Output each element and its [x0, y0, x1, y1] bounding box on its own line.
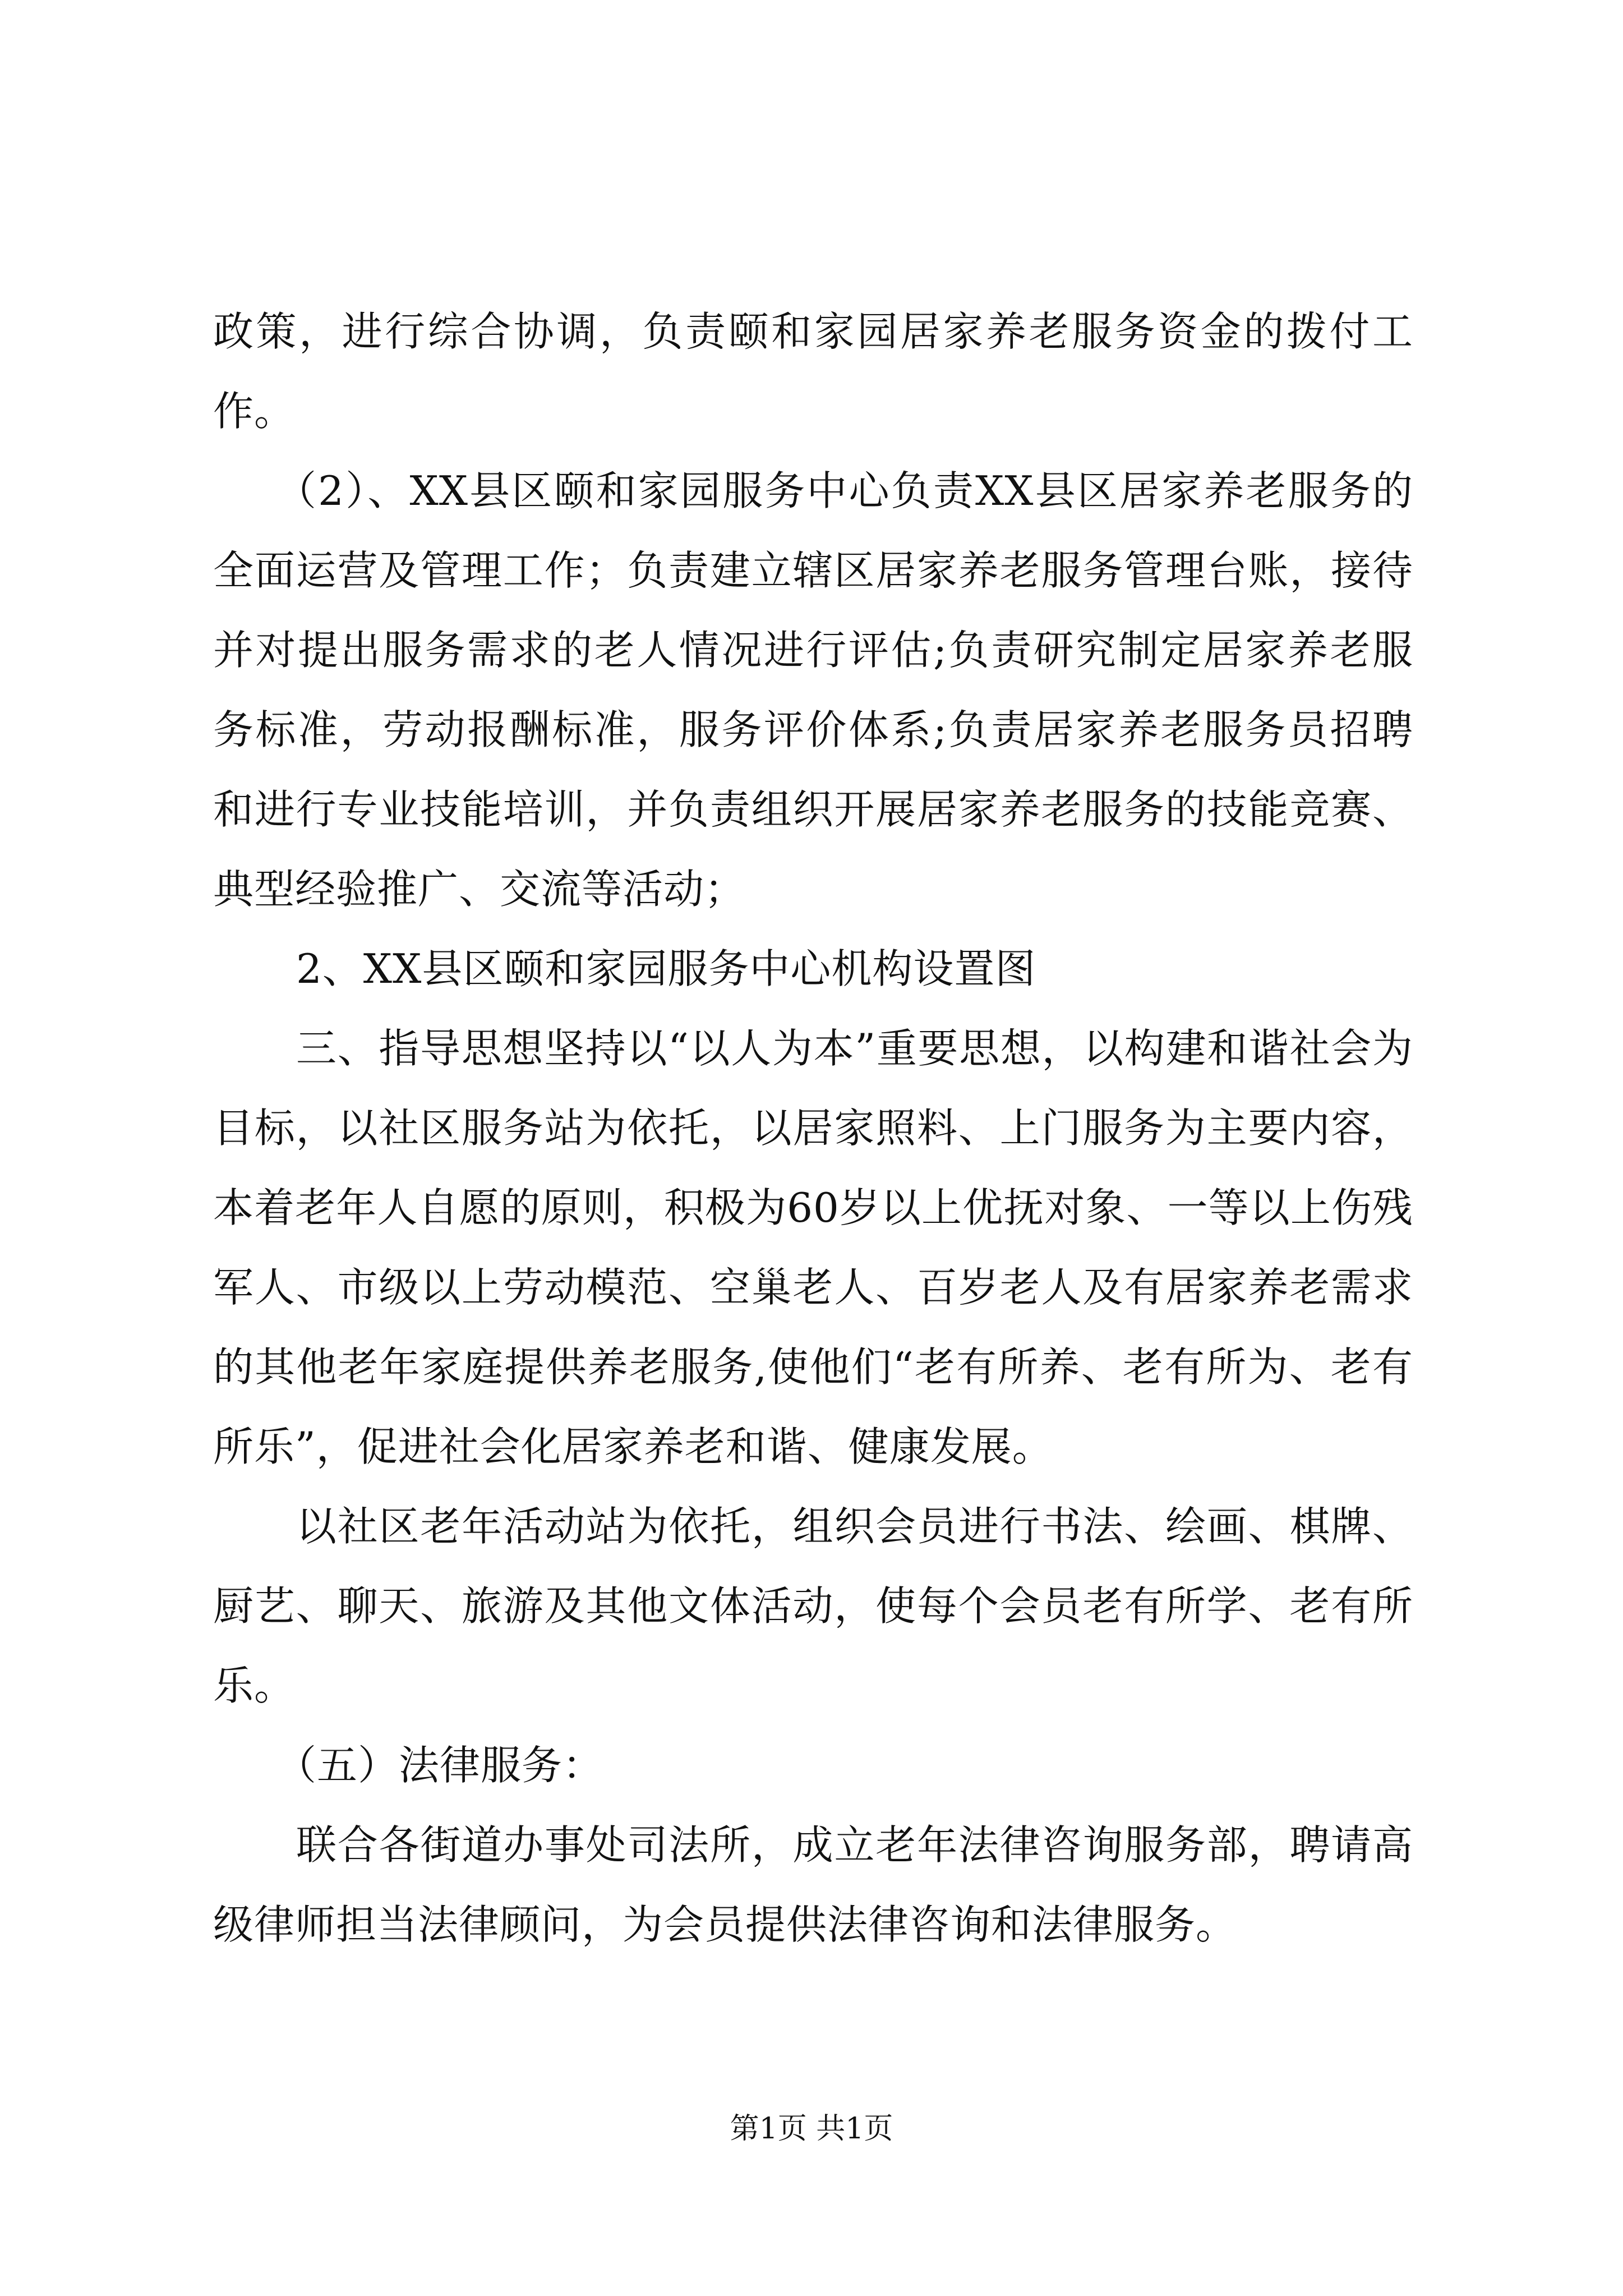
- paragraph-funding-policy: 政策，进行综合协调，负责颐和家园居家养老服务资金的拨付工作。: [213, 308, 1413, 435]
- paragraph-service-center-duties: （2）、XX县区颐和家园服务中心负责XX县区居家养老服务的全面运营及管理工作；负责建立辖区居家养老服务管理台账，接待并对提出服务需求的老人情况进行评估;负责研究制定居家养老服务标准，劳动报酬标准，服务评价体系;负责居家养老服务员招聘和进行专业技能培训，并负责组织开展居家养老服务的技能竞赛、典型经验推广、交流等活动；: [213, 467, 1413, 913]
- paragraph-guiding-ideology: 三、指导思想坚持以“以人为本”重要思想，以构建和谐社会为目标，以社区服务站为依托，以居家照料、上门服务为主要内容，本着老年人自愿的原则，积极为60岁以上优抚对象、一等以上伤残军人、市级以上劳动模范、空巢老人、百岁老人及有居家养老需求的其他老年家庭提供养老服务,使他们“老有所养、老有所为、老有所乐”，促进社会化居家养老和谐、健康发展。: [213, 1025, 1413, 1470]
- paragraph-legal-services: 联合各街道办事处司法所，成立老年法律咨询服务部，聘请高级律师担当法律顾问，为会员提供法律咨询和法律服务。: [213, 1821, 1413, 1948]
- document-body: [213, 292, 1413, 1964]
- section-heading-legal-services: （五）法律服务：: [276, 1742, 604, 1789]
- paragraph-org-chart-heading: 2、XX县区颐和家园服务中心机构设置图: [296, 945, 1036, 992]
- page-footer: 第1页 共1页: [730, 2112, 893, 2146]
- paragraph-activities: 以社区老年活动站为依托，组织会员进行书法、绘画、棋牌、厨艺、聊天、旅游及其他文体活动，使每个会员老有所学、老有所乐。: [213, 1503, 1413, 1709]
